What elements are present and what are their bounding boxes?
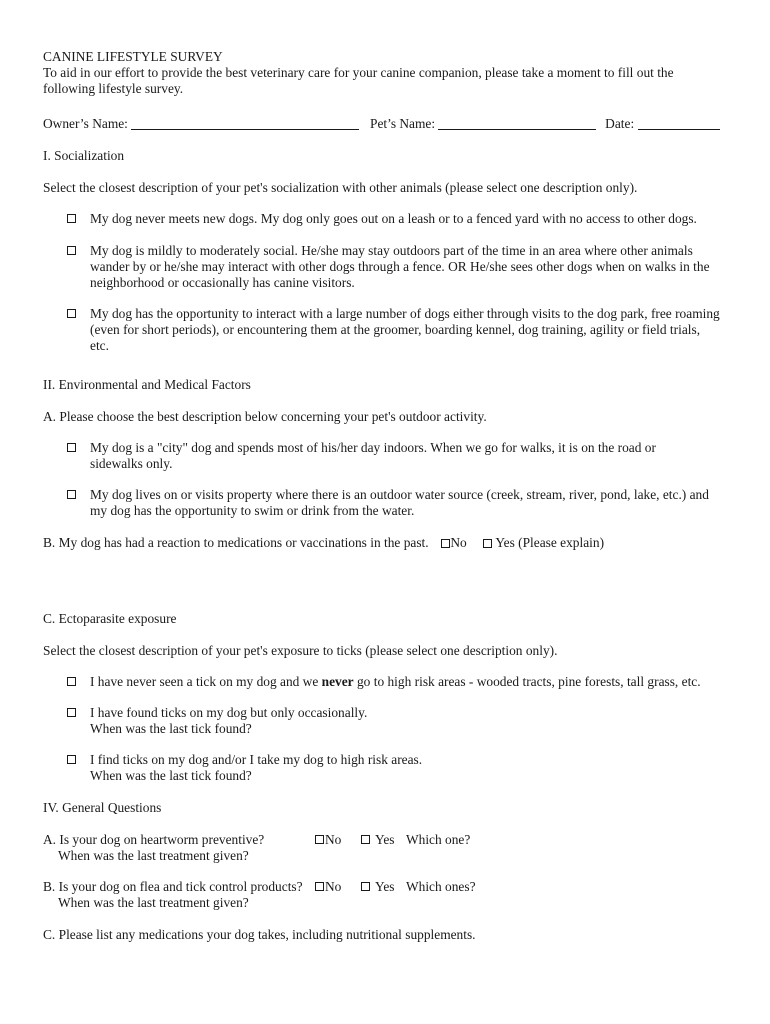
heartworm-question: A. Is your dog on heartworm preventive?: [43, 832, 265, 847]
tick-option-2-checkbox[interactable]: [67, 708, 76, 717]
outdoor-activity-instruction: A. Please choose the best description below concerning your pet's outdoor activity.: [43, 409, 487, 424]
socialization-instruction: Select the closest description of your pet's socialization with other animals (please select one description only).: [43, 180, 638, 195]
socialization-heading: I. Socialization: [43, 148, 125, 163]
socialization-option-1-checkbox[interactable]: [67, 214, 76, 223]
tick-option-3-text: I find ticks on my dog and/or I take my dog to high risk areas.: [90, 752, 423, 767]
tick-option-2-text: I have found ticks on my dog but only occasionally.: [90, 705, 368, 720]
heartworm-yes-label: Yes: [375, 832, 395, 847]
general-heading: IV. General Questions: [43, 800, 162, 815]
reaction-yes-checkbox[interactable]: [483, 539, 492, 548]
flea-tick-no-label: No: [325, 879, 342, 894]
survey-title: CANINE LIFESTYLE SURVEY: [43, 49, 223, 64]
tick-exposure-instruction: Select the closest description of your pet's exposure to ticks (please select one description only).: [43, 643, 558, 658]
environmental-heading: II. Environmental and Medical Factors: [43, 377, 251, 392]
tick-option-3-followup: When was the last tick found?: [90, 768, 252, 783]
socialization-option-2-checkbox[interactable]: [67, 246, 76, 255]
tick-option-1-checkbox[interactable]: [67, 677, 76, 686]
flea-tick-which-label: Which ones?: [406, 879, 476, 894]
flea-tick-followup: When was the last treatment given?: [58, 895, 249, 910]
heartworm-followup: When was the last treatment given?: [58, 848, 249, 863]
owner-name-row: [43, 116, 720, 132]
ectoparasite-heading: C. Ectoparasite exposure: [43, 611, 177, 626]
outdoor-option-1-checkbox[interactable]: [67, 443, 76, 452]
reaction-no-checkbox[interactable]: [441, 539, 450, 548]
reaction-question-row: [43, 535, 604, 551]
heartworm-yes-checkbox[interactable]: [361, 835, 370, 844]
pet-name-label: Pet’s Name:: [370, 116, 436, 131]
socialization-option-3-text: My dog has the opportunity to interact with a large number of dogs either through visits to the dog park, free roaming (even for short periods), or encountering them at the groomer, boarding kennel, dog training, agility or field trials, etc.: [90, 306, 720, 353]
tick-option-3-checkbox[interactable]: [67, 755, 76, 764]
flea-tick-no-checkbox[interactable]: [315, 882, 324, 891]
outdoor-option-1-text: My dog is a "city" dog and spends most of his/her day indoors. When we go for walks, it is on the road or sidewalks only.: [90, 440, 656, 471]
socialization-option-3-checkbox[interactable]: [67, 309, 76, 318]
flea-tick-question: B. Is your dog on flea and tick control products?: [43, 879, 303, 894]
flea-tick-yes-checkbox[interactable]: [361, 882, 370, 891]
outdoor-option-2-text: My dog lives on or visits property where there is an outdoor water source (creek, stream, river, pond, lake, etc.) and my dog has the opportunity to swim or drink from the water.: [90, 487, 709, 518]
date-field[interactable]: [638, 117, 720, 130]
medications-question: C. Please list any medications your dog takes, including nutritional supplements.: [43, 927, 476, 942]
owner-name-field[interactable]: [131, 117, 359, 130]
heartworm-no-label: No: [325, 832, 342, 847]
reaction-question: B. My dog has had a reaction to medications or vaccinations in the past.: [43, 535, 429, 550]
intro-text: To aid in our effort to provide the best veterinary care for your canine companion, please take a moment to fill out the following lifestyle survey.: [43, 65, 674, 96]
date-label: Date:: [605, 116, 635, 131]
tick-option-2-followup: When was the last tick found?: [90, 721, 252, 736]
socialization-option-1-text: My dog never meets new dogs. My dog only goes out on a leash or to a fenced yard with no access to other dogs.: [90, 211, 697, 226]
reaction-yes-label: Yes (Please explain): [495, 535, 605, 550]
socialization-option-2-text: My dog is mildly to moderately social. He/she may stay outdoors part of the time in an area where other animals wander by or he/she may interact with other dogs through a fence. OR He/she sees other dogs when on walks in the neighborhood or occasionally has canine visitors.: [90, 243, 710, 290]
tick-option-1-text: I have never seen a tick on my dog and we never go to high risk areas - wooded tracts, pine forests, tall grass, etc.: [90, 674, 701, 689]
outdoor-option-2-checkbox[interactable]: [67, 490, 76, 499]
owner-name-label: Owner’s Name:: [43, 116, 128, 131]
heartworm-which-label: Which one?: [406, 832, 471, 847]
flea-tick-yes-label: Yes: [375, 879, 395, 894]
reaction-no-label: No: [450, 535, 467, 550]
heartworm-no-checkbox[interactable]: [315, 835, 324, 844]
pet-name-field[interactable]: [438, 117, 596, 130]
